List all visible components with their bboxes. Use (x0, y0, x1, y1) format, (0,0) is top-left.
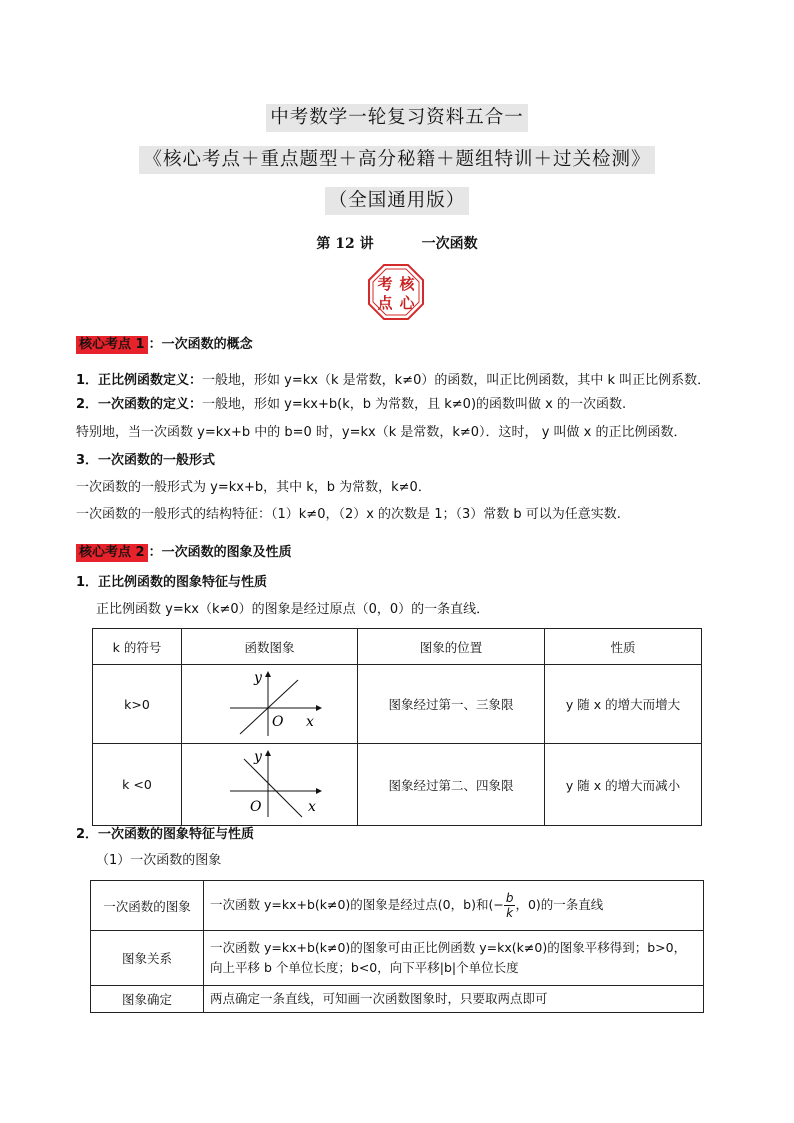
increasing-line-graph (210, 668, 330, 738)
table-row (93, 744, 702, 826)
axis-x-label: x (307, 799, 316, 815)
sub1-text: 正比例函数 y=kx（k≠0）的图象是经过原点（0，0）的一条直线． (96, 602, 490, 617)
axis-y-label: y (253, 669, 262, 686)
special-case-text: 特别地，当一次函数 y=kx+b 中的 b=0 时，y=kx（k 是常数，k≠0）．这时， y 叫做 x 的正比例函数． (76, 425, 687, 440)
doc-title-line-1: 中考数学一轮复习资料五合一 (0, 104, 794, 132)
linear-function-table (90, 880, 704, 1013)
axis-x-label: x (305, 713, 314, 730)
table-row (91, 881, 704, 931)
section1-tag: 核心考点 1 (76, 336, 148, 354)
table2-row1-head: 一次函数的图象 (91, 881, 204, 931)
table1-row2-property: y 随 x 的增大而减小 (545, 744, 702, 826)
table1-row1-property: y 随 x 的增大而增大 (545, 665, 702, 744)
section2-title: ：一次函数的图象及性质 (148, 545, 292, 560)
table2-row1-content: 一次函数 y=kx+b(k≠0)的图象是经过点(0，b)和(− $\frac{b}{k}$ ，0)的一条直线 (204, 881, 704, 931)
origin-label: O (249, 799, 261, 815)
seal-char-4: 心 (399, 294, 415, 312)
seal-char-2: 核 (399, 275, 415, 293)
table1-row2-graph (182, 744, 358, 826)
lecture-heading (0, 233, 794, 253)
table1-row2-position: 图象经过第二、四象限 (358, 744, 545, 826)
table1-header-property: 性质 (545, 629, 702, 665)
definition-proportional: 1．正比例函数定义：一般地，形如 y=kx（k 是常数，k≠0）的函数，叫正比例函数，其中 k 叫正比例系数． (76, 373, 711, 388)
general-form-heading: 3．一次函数的一般形式 (76, 453, 216, 468)
lecture-topic: 一次函数 (421, 236, 478, 252)
table1-row1-position: 图象经过第一、三象限 (358, 665, 545, 744)
fraction-b-over-k: $\frac{b}{k}$ (505, 891, 514, 920)
doc-title-line-3: （全国通用版） (0, 187, 794, 215)
table1-header-graph: 函数图象 (182, 629, 358, 665)
table1-row1-sign: k>0 (93, 665, 182, 744)
table-row (93, 665, 702, 744)
axis-y-label: y (253, 749, 262, 765)
lecture-number: 第 12 讲 (316, 236, 374, 252)
table2-row3-head: 图象确定 (91, 986, 204, 1013)
origin-label: O (271, 713, 283, 730)
decreasing-line-graph (210, 747, 330, 819)
sub2-subheading: （1）一次函数的图象 (96, 853, 222, 868)
section1-heading (76, 336, 253, 354)
table1-row1-graph (182, 665, 358, 744)
section1-title: ：一次函数的概念 (148, 337, 253, 352)
seal-char-1: 考 (377, 275, 393, 293)
section2-heading (76, 544, 292, 562)
proportional-function-table (92, 628, 702, 826)
table1-header-row (93, 629, 702, 665)
table-row (91, 931, 704, 986)
structure-feature-text: 一次函数的一般形式的结构特征：（1）k≠0，（2）x 的次数是 1；（3）常数 b 可以为任意实数. (76, 507, 621, 522)
definition-linear: 2．一次函数的定义：一般地，形如 y=kx+b(k，b 为常数，且 k≠0)的函数叫做 x 的一次函数. (76, 397, 627, 412)
table2-row3-content: 两点确定一条直线，可知画一次函数图象时，只要取两点即可 (204, 986, 704, 1013)
table-row (91, 986, 704, 1013)
table1-header-position: 图象的位置 (358, 629, 545, 665)
table1-row2-sign: k <0 (93, 744, 182, 826)
doc-title-line-2: 《核心考点＋重点题型＋高分秘籍＋题组特训＋过关检测》 (0, 146, 794, 174)
table1-header-sign: k 的符号 (93, 629, 182, 665)
seal-char-3: 点 (377, 294, 393, 312)
general-form-text: 一次函数的一般形式为 y=kx+b，其中 k，b 为常数，k≠0． (76, 480, 431, 495)
core-points-seal-icon (368, 264, 424, 320)
section2-tag: 核心考点 2 (76, 544, 148, 562)
sub2-heading: 2．一次函数的图象特征与性质 (76, 827, 255, 842)
sub1-heading: 1．正比例函数的图象特征与性质 (76, 575, 268, 590)
table2-row2-head: 图象关系 (91, 931, 204, 986)
table2-row2-content: 一次函数 y=kx+b(k≠0)的图象可由正比例函数 y=kx(k≠0)的图象平移得到；b>0， 向上平移 b 个单位长度；b<0，向下平移|b|个单位长度 (204, 931, 704, 986)
